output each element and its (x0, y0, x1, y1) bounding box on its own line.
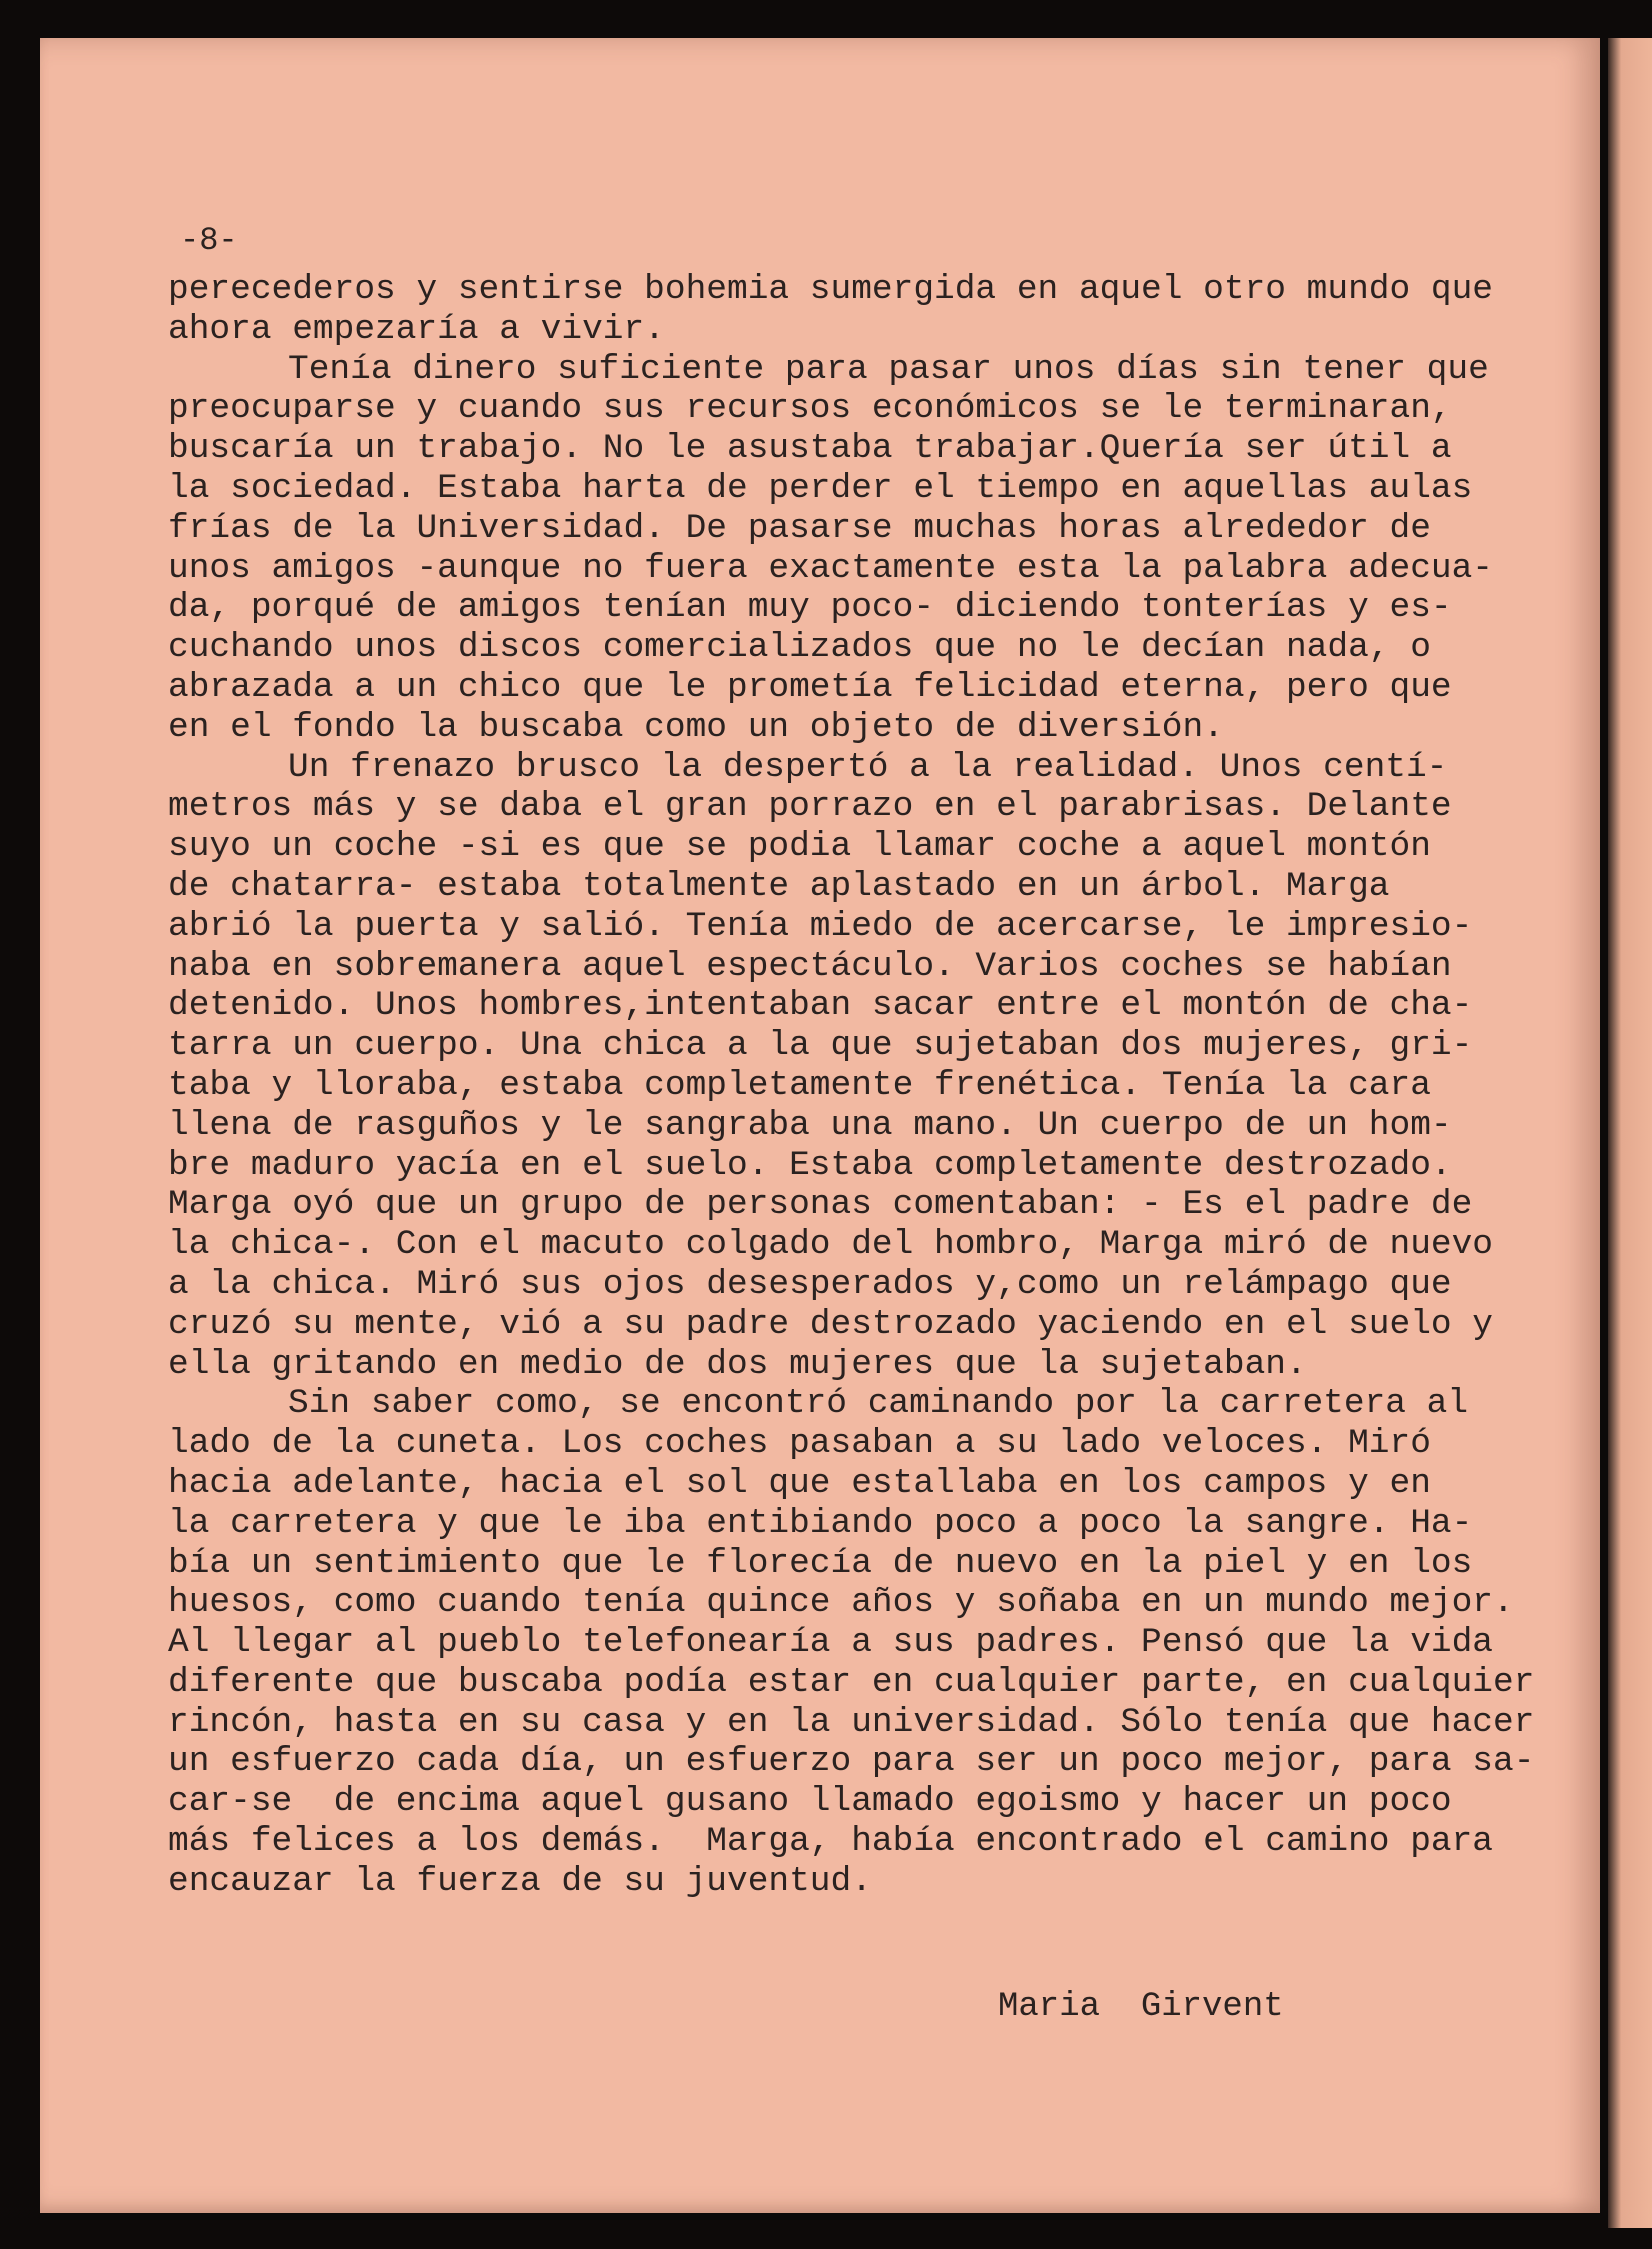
text-line: taba y lloraba, estaba completamente frenética. Tenía la cara (168, 1065, 1431, 1105)
text-line: huesos, como cuando tenía quince años y soñaba en un mundo mejor. (168, 1583, 1514, 1623)
paragraph-2 (168, 350, 1528, 748)
paragraph-4 (168, 1384, 1535, 1901)
text-line: bre maduro yacía en el suelo. Estaba completamente destrozado. (168, 1145, 1452, 1185)
text-line: diferente que buscaba podía estar en cualquier parte, en cualquier (168, 1662, 1535, 1702)
author-signature: Maria Girvent (998, 1988, 1284, 2026)
text-line: la sociedad. Estaba harta de perder el tiempo en aquellas aulas (168, 468, 1473, 508)
text-line: a la chica. Miró sus ojos desesperados y,como un relámpago que (168, 1264, 1452, 1304)
text-line: da, porqué de amigos tenían muy poco- diciendo tonterías y es- (168, 588, 1452, 628)
text-line: Marga oyó que un grupo de personas comentaban: - Es el padre de (168, 1185, 1473, 1225)
text-line: más felices a los demás. Marga, había encontrado el camino para (168, 1822, 1494, 1862)
text-line: car-se de encima aquel gusano llamado egoismo y hacer un poco (168, 1782, 1452, 1822)
text-line: un esfuerzo cada día, un esfuerzo para ser un poco mejor, para sa- (168, 1742, 1535, 1782)
text-line: bía un sentimiento que le florecía de nuevo en la piel y en los (168, 1543, 1473, 1583)
text-line: detenido. Unos hombres,intentaban sacar entre el montón de cha- (168, 986, 1473, 1026)
text-line: cruzó su mente, vió a su padre destrozado yaciendo en el suelo y (168, 1304, 1494, 1344)
text-line: Un frenazo brusco la despertó a la realidad. Unos centí- (288, 747, 1448, 787)
text-line: la carretera y que le iba entibiando poco a poco la sangre. Ha- (168, 1503, 1473, 1543)
text-line: ahora empezaría a vivir. (168, 309, 665, 349)
text-line: preocuparse y cuando sus recursos económicos se le terminaran, (168, 389, 1452, 429)
text-line: encauzar la fuerza de su juventud. (168, 1861, 872, 1901)
text-line: la chica-. Con el macuto colgado del hombro, Marga miró de nuevo (168, 1225, 1494, 1265)
text-line: en el fondo la buscaba como un objeto de diversión. (168, 707, 1224, 747)
body-text (168, 270, 1535, 1902)
text-line: cuchando unos discos comercializados que no le decían nada, o (168, 628, 1431, 668)
text-line: tarra un cuerpo. Una chica a la que sujetaban dos mujeres, gri- (168, 1026, 1473, 1066)
paragraph-3 (168, 748, 1528, 1385)
text-line: Tenía dinero suficiente para pasar unos días sin tener que (288, 349, 1489, 389)
text-line: Sin saber como, se encontró caminando por la carretera al (288, 1384, 1469, 1424)
text-line: naba en sobremanera aquel espectáculo. Varios coches se habían (168, 946, 1452, 986)
text-line: metros más y se daba el gran porrazo en el parabrisas. Delante (168, 787, 1452, 827)
text-line: suyo un coche -si es que se podia llamar coche a aquel montón (168, 827, 1431, 867)
text-line: frías de la Universidad. De pasarse muchas horas alrededor de (168, 508, 1431, 548)
adjacent-page-edge (1608, 38, 1652, 2228)
text-line: ella gritando en medio de dos mujeres que la sujetaban. (168, 1344, 1307, 1384)
page-number: -8- (180, 222, 238, 259)
text-line: unos amigos -aunque no fuera exactamente esta la palabra adecua- (168, 548, 1494, 588)
text-line: lado de la cuneta. Los coches pasaban a su lado veloces. Miró (168, 1424, 1431, 1464)
text-line: abrió la puerta y salió. Tenía miedo de acercarse, le impresio- (168, 906, 1473, 946)
text-line: buscaría un trabajo. No le asustaba trabajar.Quería ser útil a (168, 429, 1452, 469)
paragraph-1 (168, 270, 1528, 350)
text-line: Al llegar al pueblo telefonearía a sus padres. Pensó que la vida (168, 1623, 1494, 1663)
text-line: rincón, hasta en su casa y en la universidad. Sólo tenía que hacer (168, 1702, 1535, 1742)
text-line: perecederos y sentirse bohemia sumergida en aquel otro mundo que (168, 270, 1494, 309)
text-line: hacia adelante, hacia el sol que estallaba en los campos y en (168, 1463, 1431, 1503)
text-line: de chatarra- estaba totalmente aplastado en un árbol. Marga (168, 866, 1390, 906)
text-line: abrazada a un chico que le prometía felicidad eterna, pero que (168, 667, 1452, 707)
text-line: llena de rasguños y le sangraba una mano. Un cuerpo de un hom- (168, 1105, 1452, 1145)
